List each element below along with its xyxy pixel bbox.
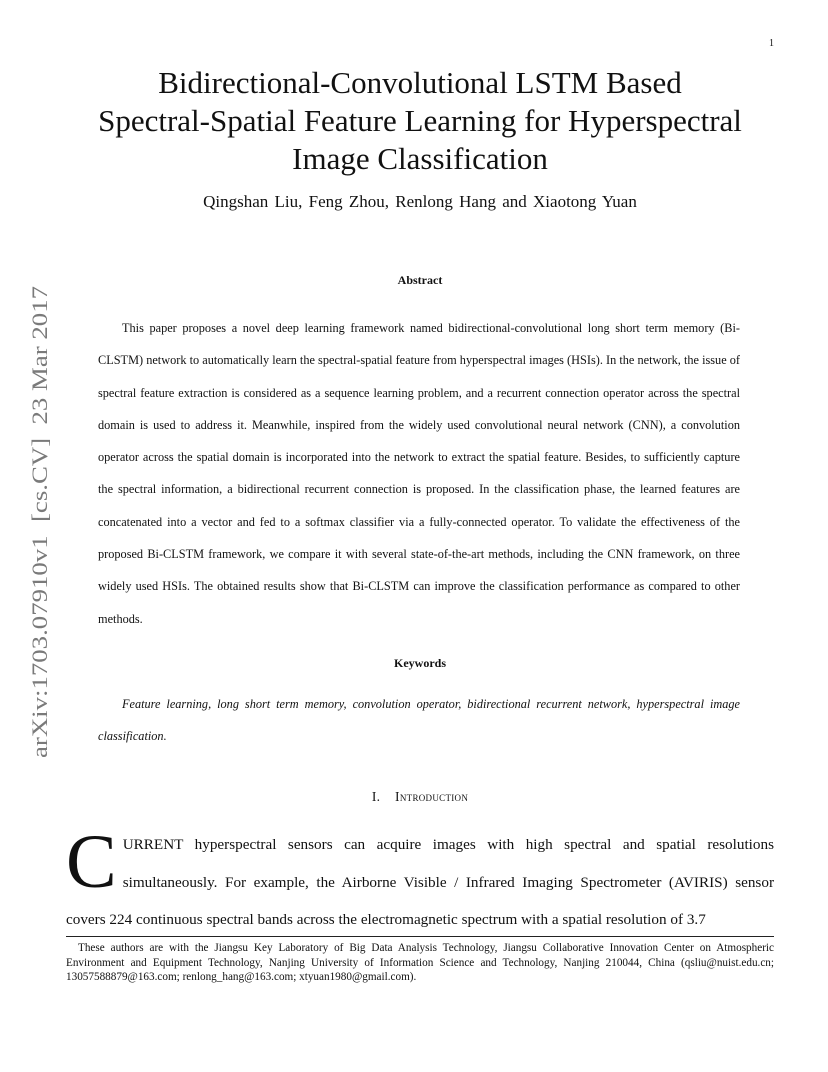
abstract-heading: Abstract: [397, 273, 443, 287]
paper-title: [60, 64, 780, 178]
introduction-heading: [60, 789, 780, 805]
title-line: Spectral-Spatial Feature Learning for Hyperspectral: [98, 103, 742, 138]
drop-cap: C: [66, 820, 117, 904]
abstract-body: [98, 312, 740, 635]
section-number: I.: [371, 789, 381, 804]
affiliation-footnote: [66, 941, 774, 985]
footnote-text: These authors are with the Jiangsu Key Laboratory of Big Data Analysis Technology, Jiangsu Collaborative Innovation Center on Atmospheric Environment and Equipment Technology, Nanjing University of Information Science and Technology, Nanjing 210044, China (qsliu@nuist.edu.cn; 13057588879@163.com; renlong_hang@163.com; xtyuan1980@gmail.com).: [66, 942, 774, 983]
title-line: Image Classification: [292, 141, 548, 176]
title-line: Bidirectional-Convolutional LSTM Based: [158, 65, 682, 100]
keywords-text: Feature learning, long short term memory, convolution operator, bidirectional recurrent network, hyperspectral image classification.: [98, 697, 740, 743]
abstract-text: This paper proposes a novel deep learning framework named bidirectional-convolutional long short term memory (Bi-CLSTM) network to automatically learn the spectral-spatial feature from hyperspectral images (HSIs). In the network, the issue of spectral feature extraction is considered as a sequence learning problem, and a recurrent connection operator across the spectral domain is used to address it. Meanwhile, inspired from the widely used convolutional neural network (CNN), a convolution operator across the spatial domain is incorporated into the network to extract the spatial feature. Besides, to sufficiently capture the spectral information, a bidirectional recurrent connection is proposed. In the classification phase, the learned features are concatenated into a vector and fed to a softmax classifier via a fully-connected operator. To validate the effectiveness of the proposed Bi-CLSTM framework, we compare it with several state-of-the-art methods, including the CNN framework, on three widely used HSIs. The obtained results show that Bi-CLSTM can improve the classification performance as compared to other methods.: [98, 321, 740, 626]
author-list: Qingshan Liu, Feng Zhou, Renlong Hang and Xiaotong Yuan: [203, 192, 637, 211]
arxiv-identifier-stamp: [20, 282, 56, 762]
introduction-body: [66, 820, 774, 939]
section-title: Introduction: [395, 789, 469, 804]
introduction-text: URRENT hyperspectral sensors can acquire images with high spectral and spatial resolutions simultaneously. For example, the Airborne Visible / Infrared Imaging Spectrometer (AVIRIS) sensor covers 224 continuous spectral bands across the electromagnetic spectrum with a spatial resolution of 3.7: [66, 836, 774, 928]
footnote-divider: [66, 936, 774, 937]
page-number: 1: [769, 38, 774, 49]
arxiv-stamp-text: arXiv:1703.07910v1 [cs.CV] 23 Mar 2017: [27, 361, 52, 758]
keywords-body: [98, 688, 740, 752]
keywords-heading: Keywords: [394, 656, 446, 670]
